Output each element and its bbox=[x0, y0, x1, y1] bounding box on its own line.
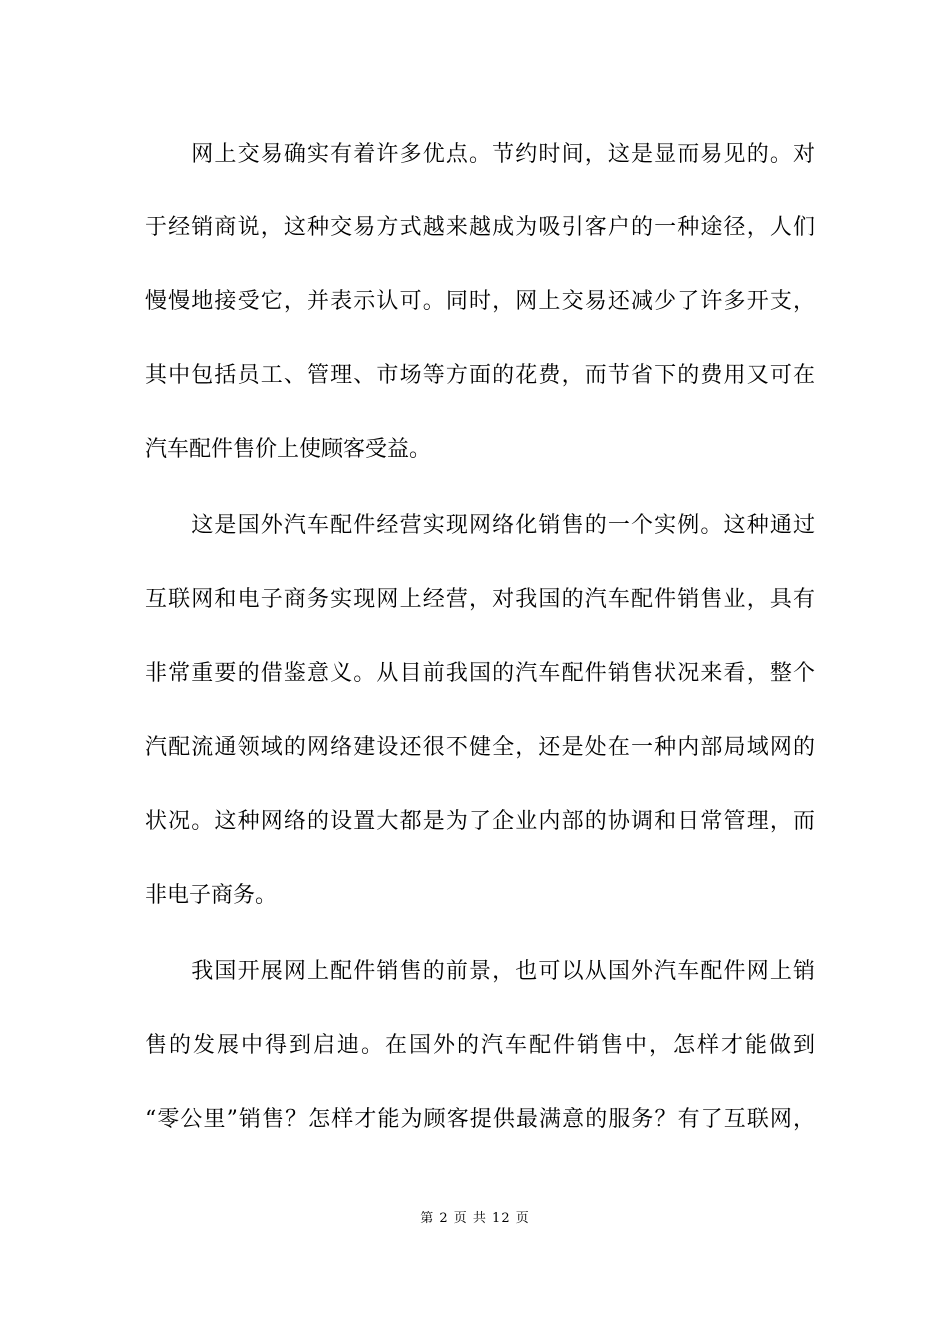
paragraph-2-line-6: 非电子商务。 bbox=[145, 883, 278, 908]
paragraph-1-line-5: 汽车配件售价上使顾客受益。 bbox=[145, 437, 432, 462]
paragraph-2-line-2: 互联网和电子商务实现网上经营，对我国的汽车配件销售业，具有 bbox=[145, 587, 815, 612]
paragraph-1-line-3: 慢慢地接受它，并表示认可。同时，网上交易还减少了许多开支， bbox=[145, 289, 815, 314]
paragraph-2-line-3: 非常重要的借鉴意义。从目前我国的汽车配件销售状况来看，整个 bbox=[145, 661, 815, 686]
paragraph-1-line-1: 网上交易确实有着许多优点。节约时间，这是显而易见的。对 bbox=[145, 142, 815, 167]
paragraph-1-line-4: 其中包括员工、管理、市场等方面的花费，而节省下的费用又可在 bbox=[145, 363, 815, 388]
paragraph-2-line-4: 汽配流通领域的网络建设还很不健全，还是处在一种内部局域网的 bbox=[145, 735, 815, 760]
paragraph-2-line-1: 这是国外汽车配件经营实现网络化销售的一个实例。这种通过 bbox=[145, 513, 815, 538]
paragraph-3-line-3: “零公里”销售？怎样才能为顾客提供最满意的服务？有了互联网， bbox=[145, 1107, 815, 1132]
paragraph-1-line-2: 于经销商说，这种交易方式越来越成为吸引客户的一种途径，人们 bbox=[145, 215, 815, 240]
page-footer: 第 2 页 共 12 页 bbox=[420, 1211, 530, 1226]
paragraph-3-line-2: 售的发展中得到启迪。在国外的汽车配件销售中，怎样才能做到 bbox=[145, 1033, 815, 1058]
paragraph-3-line-1: 我国开展网上配件销售的前景，也可以从国外汽车配件网上销 bbox=[145, 959, 815, 984]
paragraph-2-line-5: 状况。这种网络的设置大都是为了企业内部的协调和日常管理，而 bbox=[145, 809, 815, 834]
